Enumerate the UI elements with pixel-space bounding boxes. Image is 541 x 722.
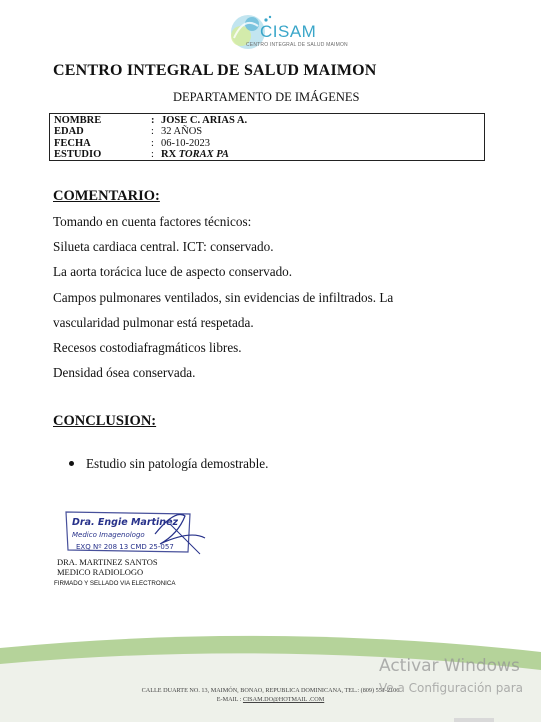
document-title: CENTRO INTEGRAL DE SALUD MAIMON	[53, 62, 377, 79]
conclusion-heading: CONCLUSION:	[53, 413, 157, 429]
nombre-label: NOMBRE	[54, 115, 102, 126]
colon: :	[151, 115, 155, 126]
activation-watermark-subtitle: Ve a Configuración para	[379, 681, 523, 695]
stamp-doctor-name: Dra. Engie Martinez	[72, 517, 179, 528]
comentario-line: La aorta torácica luce de aspecto conservado.	[53, 264, 293, 279]
fecha-value: 06-10-2023	[161, 138, 210, 149]
colon: :	[151, 126, 154, 137]
nombre-value: JOSE C. ARIAS A.	[161, 115, 248, 126]
electronic-signature-note: FIRMADO Y SELLADO VIA ELECTRONICA	[54, 580, 176, 587]
estudio-label: ESTUDIO	[54, 149, 102, 160]
footer-email-prefix: E-MAIL :	[216, 696, 243, 703]
estudio-value-rest: TORAX PA	[178, 149, 229, 160]
colon: :	[151, 138, 154, 149]
logo-text: CISAM	[260, 22, 317, 41]
edad-label: EDAD	[54, 126, 84, 137]
doctor-name: DRA. MARTINEZ SANTOS	[57, 557, 158, 567]
stamp-exequatur: EXQ Nº 208 13 CMD 25-057	[76, 543, 174, 551]
comentario-line: Tomando en cuenta factores técnicos:	[53, 214, 252, 229]
conclusion-item: Estudio sin patología demostrable.	[86, 456, 269, 471]
footer-wave	[0, 630, 541, 722]
comentario-line: Densidad ósea conservada.	[53, 365, 196, 380]
edad-value: 32 AÑOS	[161, 126, 203, 137]
comentario-line: Silueta cardiaca central. ICT: conservado.	[53, 239, 274, 254]
logo-subtext: CENTRO INTEGRAL DE SALUD MAIMON	[246, 42, 348, 48]
footer-address: CALLE DUARTE NO. 13, MAIMÓN, BONAO, REPUBLICA DOMINICANA, TEL.: (809) 551-2106	[141, 687, 400, 694]
activation-watermark-title: Activar Windows	[379, 656, 520, 676]
patient-info-box	[49, 113, 485, 161]
colon: :	[151, 149, 154, 160]
estudio-value	[161, 149, 229, 161]
comentario-heading: COMENTARIO:	[53, 188, 160, 204]
footer-email	[0, 696, 541, 703]
footer-email-link[interactable]: CISAM.DO@HOTMAIL .COM	[242, 696, 325, 703]
doctor-name-block	[57, 557, 158, 577]
horizontal-scrollbar[interactable]	[454, 718, 494, 722]
estudio-value-prefix: RX	[161, 149, 177, 160]
doctor-title: MEDICO RADIOLOGO	[57, 567, 144, 577]
comentario-line: Recesos costodiafragmáticos libres.	[53, 340, 242, 355]
comentario-line: vascularidad pulmonar está respetada.	[53, 315, 254, 330]
stamp-doctor-title: Medico Imagenologo	[72, 531, 145, 539]
department-title: DEPARTAMENTO DE IMÁGENES	[173, 90, 360, 104]
bullet-icon	[69, 461, 74, 466]
fecha-label: FECHA	[54, 138, 91, 149]
comentario-line: Campos pulmonares ventilados, sin evidencias de infiltrados. La	[53, 290, 394, 305]
